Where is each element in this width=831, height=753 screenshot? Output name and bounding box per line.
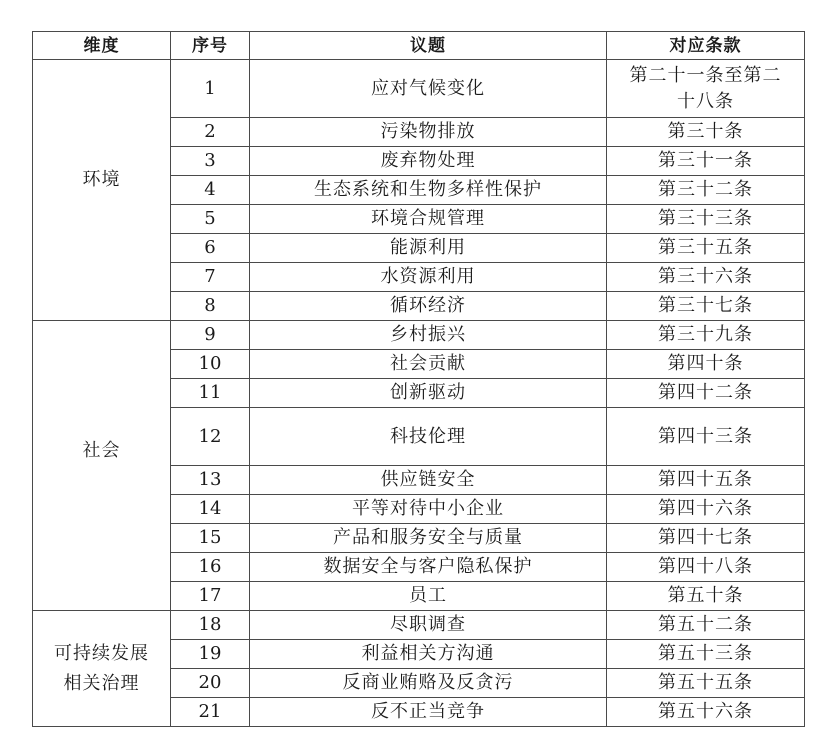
dimension-cell: [33, 611, 171, 727]
clause-line: 第三十一条: [658, 150, 753, 171]
dimension-label: 环境: [82, 169, 121, 190]
row-number: 6: [171, 234, 250, 263]
topic-cell: 废弃物处理: [250, 147, 607, 176]
topic-cell: 水资源利用: [250, 263, 607, 292]
dimension-label: 相关治理: [63, 672, 140, 694]
dimension-cell: [33, 60, 171, 321]
topic-cell: 产品和服务安全与质量: [250, 524, 607, 553]
row-number: 17: [171, 582, 250, 611]
clause-cell: [607, 205, 805, 234]
clause-line: 第五十二条: [658, 614, 753, 635]
clause-cell: [607, 640, 805, 669]
clause-cell: [607, 582, 805, 611]
clause-cell: [607, 263, 805, 292]
row-number: 21: [171, 698, 250, 727]
topic-cell: 应对气候变化: [250, 60, 607, 118]
clause-line: 第四十七条: [658, 527, 753, 548]
clause-line: 第四十二条: [658, 382, 753, 403]
row-number: 12: [171, 408, 250, 466]
clause-cell: [607, 669, 805, 698]
row-number: 19: [171, 640, 250, 669]
topic-cell: 利益相关方沟通: [250, 640, 607, 669]
clause-line: 第四十条: [667, 353, 744, 374]
row-number: 1: [171, 60, 250, 118]
header-clause: 对应条款: [607, 32, 805, 60]
clause-line: 第三十二条: [658, 179, 753, 200]
dimension-label: 社会: [82, 439, 121, 461]
row-number: 14: [171, 495, 250, 524]
row-number: 18: [171, 611, 250, 640]
topic-cell: 平等对待中小企业: [250, 495, 607, 524]
clause-line: 第三十六条: [658, 266, 753, 287]
clause-cell: [607, 466, 805, 495]
clause-line: 十八条: [677, 90, 734, 112]
row-number: 15: [171, 524, 250, 553]
clause-line: 第四十六条: [658, 498, 753, 519]
row-number: 20: [171, 669, 250, 698]
clause-cell: [607, 321, 805, 350]
clause-cell: [607, 495, 805, 524]
row-number: 11: [171, 379, 250, 408]
clause-cell: [607, 611, 805, 640]
clause-cell: [607, 408, 805, 466]
clause-line: 第三十三条: [658, 208, 753, 229]
clause-cell: [607, 60, 805, 118]
clause-cell: [607, 292, 805, 321]
clause-line: 第三十条: [667, 121, 744, 142]
clause-line: 第三十九条: [658, 324, 753, 345]
topic-cell: 生态系统和生物多样性保护: [250, 176, 607, 205]
clause-cell: [607, 524, 805, 553]
clause-line: 第三十七条: [658, 295, 753, 316]
clause-line: 第四十五条: [658, 469, 753, 490]
clause-line: 第二十一条至第二: [629, 64, 782, 86]
header-dimension: 维度: [33, 32, 171, 60]
table-row: [33, 60, 805, 118]
topic-cell: 科技伦理: [250, 408, 607, 466]
header-number: 序号: [171, 32, 250, 60]
clause-line: 第四十八条: [658, 556, 753, 577]
row-number: 5: [171, 205, 250, 234]
table-row: [33, 611, 805, 640]
clause-line: 第三十五条: [658, 237, 753, 258]
row-number: 2: [171, 118, 250, 147]
row-number: 3: [171, 147, 250, 176]
header-topic: 议题: [250, 32, 607, 60]
topic-cell: 循环经济: [250, 292, 607, 321]
dimension-label: 可持续发展: [54, 642, 149, 664]
topic-clause-table: [32, 31, 805, 727]
topic-cell: 员工: [250, 582, 607, 611]
row-number: 9: [171, 321, 250, 350]
clause-line: 第五十三条: [658, 643, 753, 664]
clause-cell: [607, 147, 805, 176]
clause-line: 第五十六条: [658, 701, 753, 722]
topic-cell: 污染物排放: [250, 118, 607, 147]
clause-cell: [607, 176, 805, 205]
clause-cell: [607, 350, 805, 379]
topic-cell: 反不正当竞争: [250, 698, 607, 727]
topic-cell: 乡村振兴: [250, 321, 607, 350]
clause-cell: [607, 698, 805, 727]
clause-cell: [607, 379, 805, 408]
clause-line: 第四十三条: [658, 425, 753, 447]
row-number: 10: [171, 350, 250, 379]
topic-cell: 创新驱动: [250, 379, 607, 408]
clause-line: 第五十五条: [658, 672, 753, 693]
row-number: 8: [171, 292, 250, 321]
topic-cell: 能源利用: [250, 234, 607, 263]
clause-cell: [607, 553, 805, 582]
dimension-cell: [33, 321, 171, 611]
table-body: [33, 60, 805, 727]
row-number: 7: [171, 263, 250, 292]
row-number: 4: [171, 176, 250, 205]
clause-line: 第五十条: [667, 585, 744, 606]
row-number: 16: [171, 553, 250, 582]
topic-clause-table-container: [32, 31, 805, 727]
topic-cell: 尽职调查: [250, 611, 607, 640]
topic-cell: 数据安全与客户隐私保护: [250, 553, 607, 582]
clause-cell: [607, 118, 805, 147]
header-row: [33, 32, 805, 60]
topic-cell: 供应链安全: [250, 466, 607, 495]
clause-cell: [607, 234, 805, 263]
topic-cell: 社会贡献: [250, 350, 607, 379]
topic-cell: 环境合规管理: [250, 205, 607, 234]
row-number: 13: [171, 466, 250, 495]
topic-cell: 反商业贿赂及反贪污: [250, 669, 607, 698]
table-row: [33, 321, 805, 350]
